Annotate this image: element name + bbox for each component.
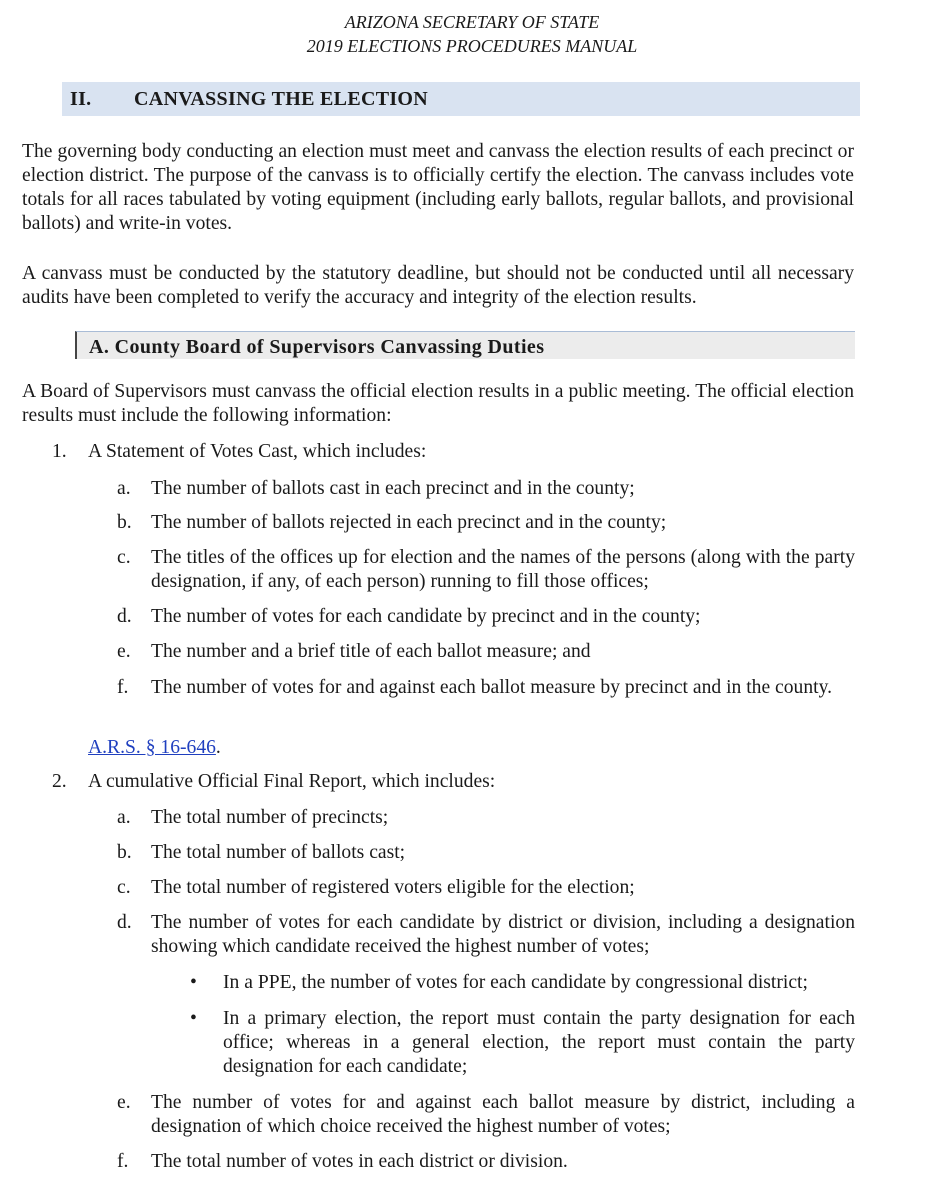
section-title: CANVASSING THE ELECTION [134, 88, 429, 110]
sublist-marker: f. [117, 677, 129, 698]
sublist-item: The titles of the offices up for election and the names of the persons (along with the party designation, if any, of each person) running to fill those offices; [151, 547, 855, 592]
sublist-marker: e. [117, 1092, 131, 1113]
section-heading [62, 82, 860, 116]
citation-link-ars-16-646[interactable]: A.R.S. § 16-646 [88, 737, 216, 758]
sublist-item: The number and a brief title of each ballot measure; and [151, 641, 591, 662]
sublist-marker: f. [117, 1151, 129, 1172]
section-number: II. [70, 88, 92, 110]
bullet-marker: • [190, 1008, 197, 1029]
bullet-marker: • [190, 972, 197, 993]
sublist-item: The total number of precincts; [151, 807, 389, 828]
list-marker: 1. [52, 441, 67, 462]
sublist-marker: d. [117, 606, 132, 627]
list-marker: 2. [52, 771, 67, 792]
document-header [0, 10, 944, 58]
header-line-1: ARIZONA SECRETARY OF STATE [344, 12, 600, 32]
citation [88, 736, 221, 760]
paragraph-canvass-deadline: A canvass must be conducted by the statutory deadline, but should not be conducted until all necessary audits have been completed to verify the accuracy and integrity of the election results. [22, 263, 854, 308]
sublist-marker: a. [117, 478, 131, 499]
list-item-official-final-report: A cumulative Official Final Report, which includes: [88, 771, 496, 792]
list-item-statement-of-votes: A Statement of Votes Cast, which includes: [88, 441, 427, 462]
sublist-marker: e. [117, 641, 131, 662]
bullet-item-ppe: In a PPE, the number of votes for each candidate by congressional district; [223, 972, 808, 993]
bullet-item-primary-general: In a primary election, the report must contain the party designation for each office; whereas in a general election, the report must contain the party designation for each candidate; [223, 1008, 855, 1077]
sublist-item: The number of votes for and against each ballot measure by district, including a designation of which choice received the highest number of votes; [151, 1092, 855, 1137]
sublist-item: The number of ballots rejected in each precinct and in the county; [151, 512, 667, 533]
sublist-item: The total number of votes in each district or division. [151, 1151, 568, 1172]
subsection-intro: A Board of Supervisors must canvass the official election results in a public meeting. The official election results must include the following information: [22, 381, 854, 426]
sublist-marker: c. [117, 877, 131, 898]
sublist-item: The number of votes for each candidate by precinct and in the county; [151, 606, 701, 627]
sublist-marker: a. [117, 807, 131, 828]
subsection-heading: A. County Board of Supervisors Canvassing Duties [75, 331, 855, 359]
sublist-marker: b. [117, 512, 132, 533]
paragraph-canvass-purpose: The governing body conducting an election must meet and canvass the election results of each precinct or election district. The purpose of the canvass is to officially certify the election. The canvass includes vote totals for all races tabulated by voting equipment (including early ballots, regular ballots, and provisional ballots) and write-in votes. [22, 141, 854, 234]
sublist-marker: b. [117, 842, 132, 863]
sublist-marker: d. [117, 912, 132, 933]
sublist-item: The total number of registered voters eligible for the election; [151, 877, 635, 898]
citation-period: . [215, 737, 221, 758]
sublist-marker: c. [117, 547, 131, 568]
sublist-item: The total number of ballots cast; [151, 842, 406, 863]
sublist-item: The number of ballots cast in each precinct and in the county; [151, 478, 635, 499]
sublist-item: The number of votes for and against each ballot measure by precinct and in the county. [151, 677, 833, 698]
sublist-item: The number of votes for each candidate by district or division, including a designation showing which candidate received the highest number of votes; [151, 912, 855, 957]
header-line-2: 2019 ELECTIONS PROCEDURES MANUAL [306, 36, 638, 56]
